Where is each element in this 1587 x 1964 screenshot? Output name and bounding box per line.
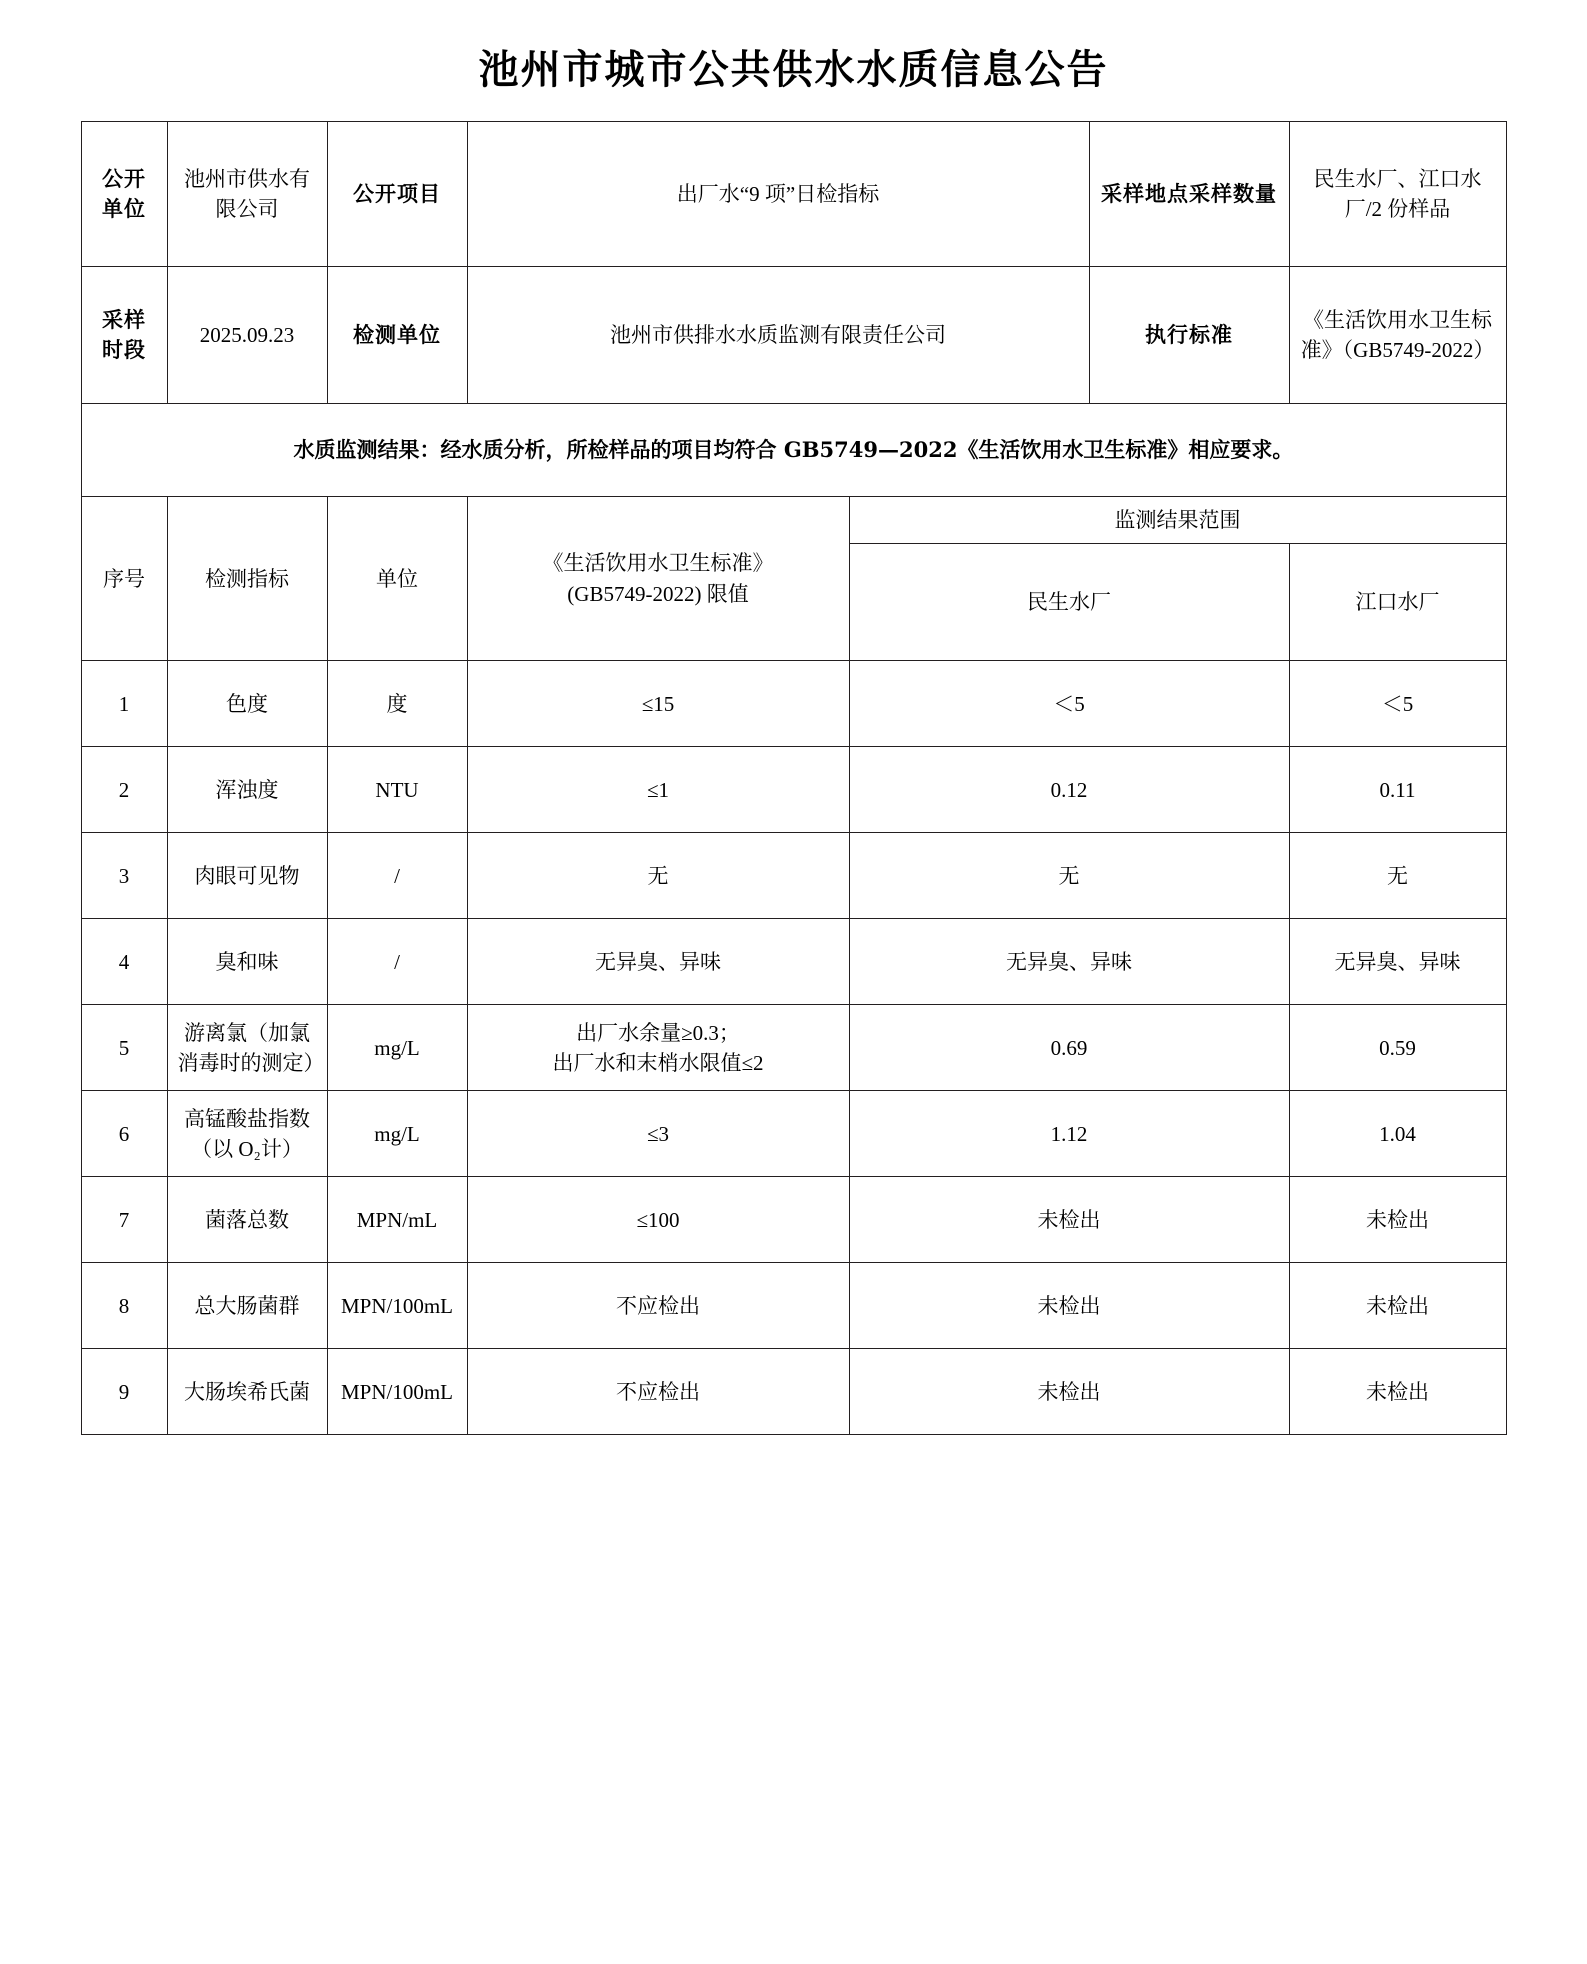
- table-row: [81, 1091, 1506, 1177]
- row-plant2-value: 1.04: [1289, 1091, 1506, 1177]
- table-row: [81, 1005, 1506, 1091]
- row-indicator: 浑浊度: [167, 747, 327, 833]
- table-header-row: [81, 497, 1506, 544]
- row-plant1-value: 未检出: [849, 1177, 1289, 1263]
- row-indicator: 大肠埃希氏菌: [167, 1349, 327, 1435]
- row-plant1-value: 无: [849, 833, 1289, 919]
- row-unit: mg/L: [327, 1005, 467, 1091]
- row-unit: NTU: [327, 747, 467, 833]
- project-label: 公开项目: [327, 122, 467, 267]
- table-row: [81, 919, 1506, 1005]
- testing-unit-label: 检测单位: [327, 267, 467, 404]
- row-plant2-value: ＜5: [1289, 661, 1506, 747]
- row-index: 4: [81, 919, 167, 1005]
- document-page: [0, 38, 1587, 1964]
- row-plant2-value: 无: [1289, 833, 1506, 919]
- col-header-limit-line1: 《生活饮用水卫生标准》: [542, 551, 774, 576]
- row-limit: ≤3: [467, 1091, 849, 1177]
- row-index: 8: [81, 1263, 167, 1349]
- standard-value: 《生活饮用水卫生标准》（GB5749-2022）: [1289, 267, 1506, 404]
- row-plant2-value: 未检出: [1289, 1263, 1506, 1349]
- table-row: [81, 267, 1506, 404]
- row-plant1-value: 0.69: [849, 1005, 1289, 1091]
- row-limit: ≤15: [467, 661, 849, 747]
- table-row: [81, 1177, 1506, 1263]
- row-unit: MPN/100mL: [327, 1263, 467, 1349]
- col-header-indicator: 检测指标: [167, 497, 327, 661]
- standard-label: 执行标准: [1089, 267, 1289, 404]
- row-indicator: 色度: [167, 661, 327, 747]
- publisher-label: 公开单位: [81, 122, 167, 267]
- row-plant2-value: 未检出: [1289, 1177, 1506, 1263]
- project-value: 出厂水“9 项”日检指标: [467, 122, 1089, 267]
- row-unit: MPN/mL: [327, 1177, 467, 1263]
- row-index: 9: [81, 1349, 167, 1435]
- row-indicator: 臭和味: [167, 919, 327, 1005]
- sample-site-label: 采样地点采样数量: [1089, 122, 1289, 267]
- row-limit: [467, 1005, 849, 1091]
- col-header-result-range: 监测结果范围: [849, 497, 1506, 544]
- row-indicator: 游离氯（加氯消毒时的测定）: [167, 1005, 327, 1091]
- row-limit: 无: [467, 833, 849, 919]
- row-indicator-line1: 高锰酸盐指数: [184, 1106, 310, 1131]
- conclusion-text: 水质监测结果：经水质分析，所检样品的项目均符合 GB5749—2022《生活饮用水卫生标准》相应要求。: [81, 404, 1506, 497]
- row-index: 5: [81, 1005, 167, 1091]
- row-indicator: 总大肠菌群: [167, 1263, 327, 1349]
- page-title: 池州市城市公共供水水质信息公告: [478, 46, 1109, 93]
- row-plant2-value: 0.11: [1289, 747, 1506, 833]
- table-row: [81, 122, 1506, 267]
- table-row: [81, 1349, 1506, 1435]
- publisher-value: 池州市供水有限公司: [167, 122, 327, 267]
- col-header-unit: 单位: [327, 497, 467, 661]
- row-index: 2: [81, 747, 167, 833]
- col-header-plant1: 民生水厂: [849, 544, 1289, 661]
- col-header-plant2: 江口水厂: [1289, 544, 1506, 661]
- table-row: [81, 747, 1506, 833]
- water-quality-report-table: [81, 121, 1507, 1435]
- row-limit: ≤1: [467, 747, 849, 833]
- table-row: [81, 404, 1506, 497]
- row-indicator: 肉眼可见物: [167, 833, 327, 919]
- row-plant1-value: 未检出: [849, 1263, 1289, 1349]
- row-unit: /: [327, 833, 467, 919]
- row-unit: MPN/100mL: [327, 1349, 467, 1435]
- row-plant1-value: 0.12: [849, 747, 1289, 833]
- sample-site-value: 民生水厂、江口水厂/2 份样品: [1289, 122, 1506, 267]
- period-value: 2025.09.23: [167, 267, 327, 404]
- testing-unit-value: 池州市供排水水质监测有限责任公司: [467, 267, 1089, 404]
- row-limit-line2: 出厂水和末梢水限值≤2: [552, 1050, 764, 1075]
- col-header-limit: [467, 497, 849, 661]
- row-indicator-line2: （以 O₂计）: [191, 1136, 303, 1161]
- row-index: 1: [81, 661, 167, 747]
- row-limit-line1: 出厂水余量≥0.3；: [576, 1020, 740, 1045]
- row-plant2-value: 无异臭、异味: [1289, 919, 1506, 1005]
- row-plant1-value: 1.12: [849, 1091, 1289, 1177]
- row-indicator: [167, 1091, 327, 1177]
- row-index: 3: [81, 833, 167, 919]
- table-row: [81, 1263, 1506, 1349]
- row-plant1-value: 未检出: [849, 1349, 1289, 1435]
- row-index: 7: [81, 1177, 167, 1263]
- row-index: 6: [81, 1091, 167, 1177]
- row-plant2-value: 0.59: [1289, 1005, 1506, 1091]
- row-indicator: 菌落总数: [167, 1177, 327, 1263]
- table-row: [81, 833, 1506, 919]
- row-plant1-value: ＜5: [849, 661, 1289, 747]
- row-limit: 不应检出: [467, 1349, 849, 1435]
- period-label: 采样时段: [81, 267, 167, 404]
- row-limit: ≤100: [467, 1177, 849, 1263]
- col-header-limit-line2: (GB5749-2022) 限值: [567, 581, 749, 606]
- row-limit: 不应检出: [467, 1263, 849, 1349]
- row-plant1-value: 无异臭、异味: [849, 919, 1289, 1005]
- table-row: [81, 661, 1506, 747]
- row-unit: 度: [327, 661, 467, 747]
- row-unit: /: [327, 919, 467, 1005]
- col-header-index: 序号: [81, 497, 167, 661]
- row-limit: 无异臭、异味: [467, 919, 849, 1005]
- row-unit: mg/L: [327, 1091, 467, 1177]
- row-plant2-value: 未检出: [1289, 1349, 1506, 1435]
